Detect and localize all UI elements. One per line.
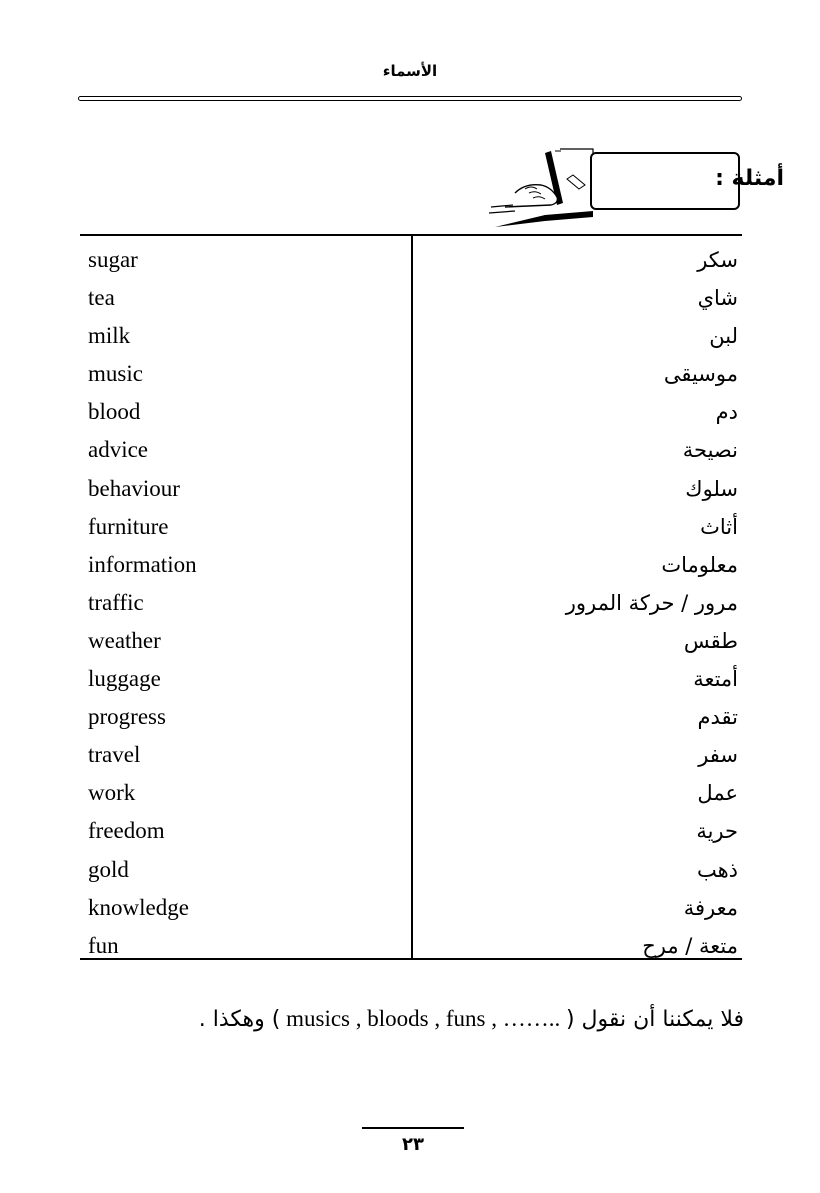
arabic-word: متعة / مرح [642,933,738,958]
english-word: work [88,780,136,806]
header-rule [78,96,742,101]
english-word: milk [88,323,131,349]
arabic-word: ذهب [696,857,738,882]
arabic-word: طقس [683,628,738,653]
arabic-word: دم [715,400,738,425]
english-word: gold [88,856,129,882]
footer-rule [362,1127,464,1129]
english-word: travel [88,742,141,768]
english-word: advice [88,437,149,463]
note-prefix: فلا يمكننا أن نقول ( [565,1007,744,1032]
arabic-word: شاي [697,286,738,311]
arabic-word: تقدم [697,705,738,730]
arabic-word: معرفة [683,895,738,920]
arabic-column [566,243,738,967]
english-word: music [88,361,143,387]
arabic-word: معلومات [661,552,738,577]
arabic-word: سلوك [685,476,738,501]
note-english-examples: musics , bloods , funs , …….. [280,1006,566,1031]
english-word: fun [88,932,119,958]
arabic-word: أثاث [700,514,738,539]
arabic-word: مرور / حركة المرور [565,590,738,615]
arabic-word: سفر [698,743,738,768]
arabic-word: موسيقى [663,362,738,387]
english-word: freedom [88,818,165,844]
examples-label: أمثلة : [715,166,784,191]
arabic-word: أمتعة [693,667,738,692]
english-word: knowledge [88,894,189,920]
english-word: sugar [88,247,138,272]
hand-pointing-icon [485,145,595,235]
english-word: luggage [88,666,161,692]
english-word: progress [88,704,166,730]
arabic-word: حرية [696,819,738,844]
english-word: weather [88,627,161,653]
english-word: traffic [88,589,144,615]
page-number: ٢٣ [402,1134,424,1155]
english-word: furniture [88,513,169,539]
table-column-divider [411,235,413,958]
note-suffix: ) وهكذا . [198,1007,281,1032]
english-word: tea [88,285,115,311]
english-word: behaviour [88,475,180,501]
uncountable-note [199,1006,744,1032]
arabic-word: لبن [709,324,738,349]
running-header: الأسماء [382,62,438,80]
english-word: information [88,551,197,577]
english-column [88,243,197,967]
arabic-word: نصيحة [682,438,738,463]
english-word: blood [88,399,141,425]
arabic-word: سكر [697,248,738,272]
arabic-word: عمل [697,781,738,806]
